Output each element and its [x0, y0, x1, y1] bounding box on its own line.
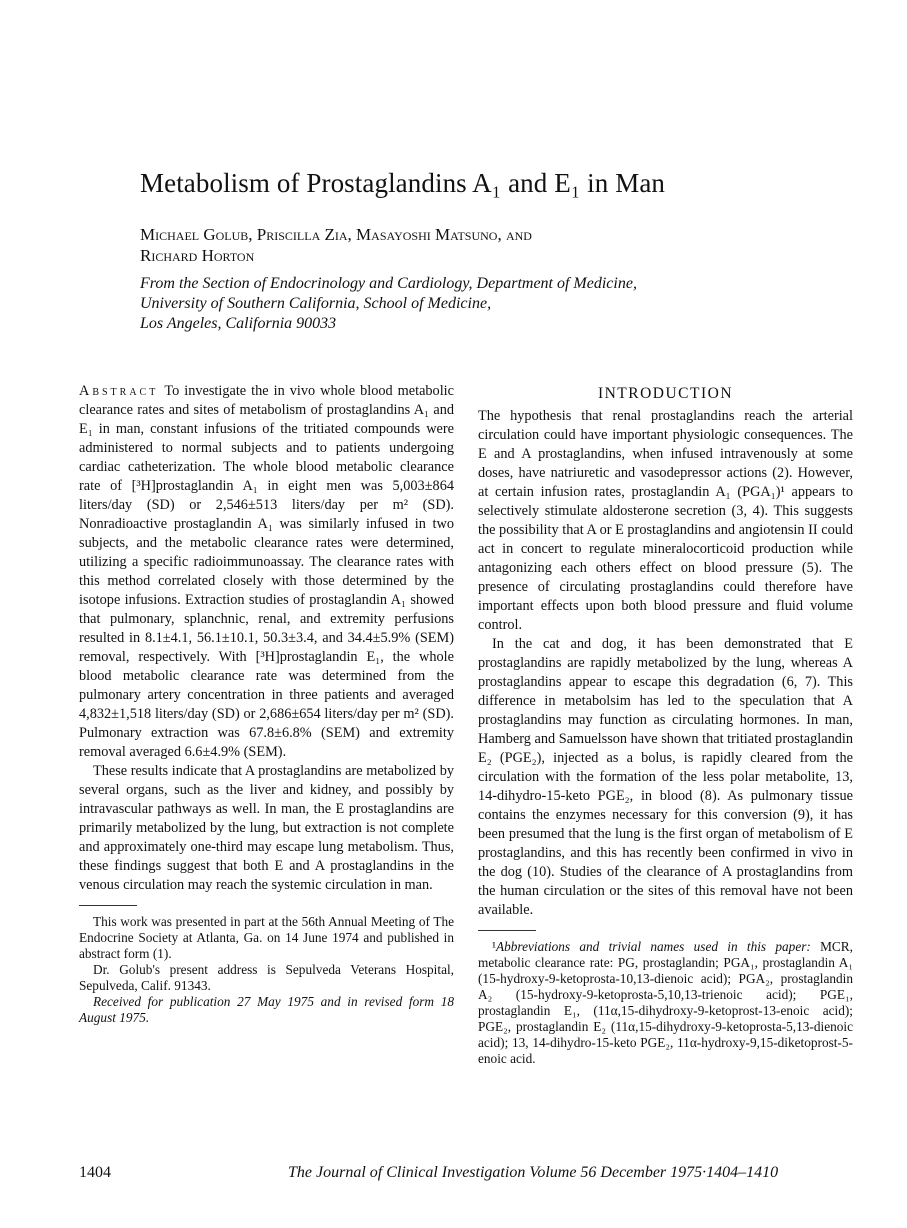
introduction-heading: INTRODUCTION	[597, 385, 734, 402]
affiliation-line-3: Los Angeles, California 90033	[140, 315, 337, 332]
article-notes	[79, 914, 454, 1026]
affiliation	[140, 274, 780, 334]
author-list	[140, 224, 780, 266]
affiliation-line-2: University of Southern California, School of Medicine,	[140, 295, 492, 312]
article-title: Metabolism of Prostaglandins A₁ and E₁ in Man	[140, 168, 666, 198]
introduction-paragraph-1: The hypothesis that renal prostaglandins reach the arterial circulation could have important physiologic consequences. The E and A prostaglandins, when infused intravenously at some doses, have natriuretic and vasodepressor actions (2). However, at certain infusion rates, prostaglandin A₁ (PGA₁)¹ appears to selectively stimulate aldosterone secretion (3, 4). This suggests the possibility that A or E prostaglandins and angiotensin II could act in concert to regulate mineralocorticoid production while antagonizing each others effect on blood pressure (5). The presence of circulating prostaglandins could therefore have important effects upon both blood pressure and fluid volume control.	[478, 408, 853, 633]
introduction-paragraph-2: In the cat and dog, it has been demonstrated that E prostaglandins are rapidly metabolized by the lung, whereas A prostaglandins appear to escape this degradation (6, 7). This difference in metabolsim has led to the speculation that A prostaglandins may function as circulating hormones. In man, Hamberg and Samuelsson have shown that tritiated prostaglandin E₂ (PGE₂), injected as a bolus, is rapidly cleared from the circulation with the formation of the less polar metabolite, 13, 14-dihydro-15-keto PGE₂, in blood (8). As pulmonary tissue contains the enzymes necessary for this conversion (9), it has been presumed that the lung is the first organ of metabolism of E prostaglandins, and this has recently been confirmed in vivo in the dog (10). Studies of the clearance of A prostaglandins from the human circulation or the sites of this removal have not been available.	[478, 636, 853, 918]
footnote	[478, 939, 853, 1067]
notes-divider	[79, 905, 137, 906]
footnote-divider	[478, 930, 536, 931]
page-number: 1404	[79, 1164, 111, 1181]
abstract-label: Abstract	[79, 383, 159, 399]
abstract-paragraph-1	[79, 382, 454, 762]
received-note: Received for publication 27 May 1975 and in revised form 18 August 1975.	[79, 994, 454, 1025]
footnote-text: MCR, metabolic clearance rate: PG, prostaglandin; PGA₁, prostaglandin A₁ (15-hydroxy-9-ketoprosta-10,13-dienoic acid); PGA₂, prostaglandin A₂ (15-hydroxy-9-ketoprosta-5,10,13-trienoic acid); PGE₁, prostaglandin E₁, (11α,15-dihydroxy-9-ketoprost-13-enoic acid); PGE₂, prostaglandin E₂ (11α,15-dihydroxy-9-ketoprosta-5,13-dienoic acid); 13, 14-dihydro-15-keto PGE₂, 11α-hydroxy-9,15-diketoprost-5-enoic acid.	[478, 939, 853, 1066]
author-line-2: Richard Horton	[140, 246, 255, 265]
abstract-text-1: To investigate the in vivo whole blood metabolic clearance rates and sites of metabolism of prostaglandins A₁ and E₁ in man, constant infusions of the tritiated compounds were administered to normal subjects and to patients undergoing cardiac catheterization. The whole blood metabolic clearance rate of [³H]prostaglandin A₁ in eight men was 5,003±864 liters/day (SD) or 2,546±513 liters/day per m² (SD). Nonradioactive prostaglandin A₁ was similarly infused in two subjects, and the metabolic clearance rates were determined, utilizing a specific radioimmunoassay. The clearance rates with this method correlated closely with those determined by the isotope infusions. Extraction studies of prostaglandin A₁ showed that pulmonary, splanchnic, renal, and extremity perfusions resulted in 8.1±4.1, 56.1±10.1, 50.3±3.4, and 34.4±5.9% (SEM) removal, respectively. With [³H]prostaglandin E₁, the whole blood metabolic clearance rate was determined from the pulmonary artery concentration in three patients and averaged 4,832±1,518 liters/day (SD) or 2,686±654 liters/day per m² (SD). Pulmonary extraction was 67.8±6.8% (SEM) and extremity removal averaged 6.6±4.9% (SEM).	[79, 383, 454, 760]
affiliation-line-1: From the Section of Endocrinology and Cardiology, Department of Medicine,	[140, 275, 637, 292]
journal-citation: The Journal of Clinical Investigation Volume 56 December 1975·1404–1410	[288, 1164, 779, 1181]
abstract-paragraph-2: These results indicate that A prostaglandins are metabolized by several organs, such as the liver and kidney, and possibly by intravascular pathways as well. In man, the E prostaglandins are primarily metabolized by the lung, but extraction is not complete and approximately one-third may escape lung metabolism. Thus, these findings suggest that both E and A prostaglandins in the venous circulation may reach the systemic circulation in man.	[79, 763, 454, 893]
presentation-note: This work was presented in part at the 56th Annual Meeting of The Endocrine Society at Atlanta, Ga. on 14 June 1974 and published in abstract form (1).	[79, 914, 454, 961]
address-note: Dr. Golub's present address is Sepulveda Veterans Hospital, Sepulveda, Calif. 91343.	[79, 962, 454, 993]
right-column	[478, 384, 853, 1067]
footnote-marker: ¹	[492, 939, 496, 954]
footnote-intro: Abbreviations and trivial names used in this paper:	[496, 939, 811, 954]
author-line-1: Michael Golub, Priscilla Zia, Masayoshi Matsuno, and	[140, 225, 532, 244]
left-column	[79, 382, 454, 1026]
